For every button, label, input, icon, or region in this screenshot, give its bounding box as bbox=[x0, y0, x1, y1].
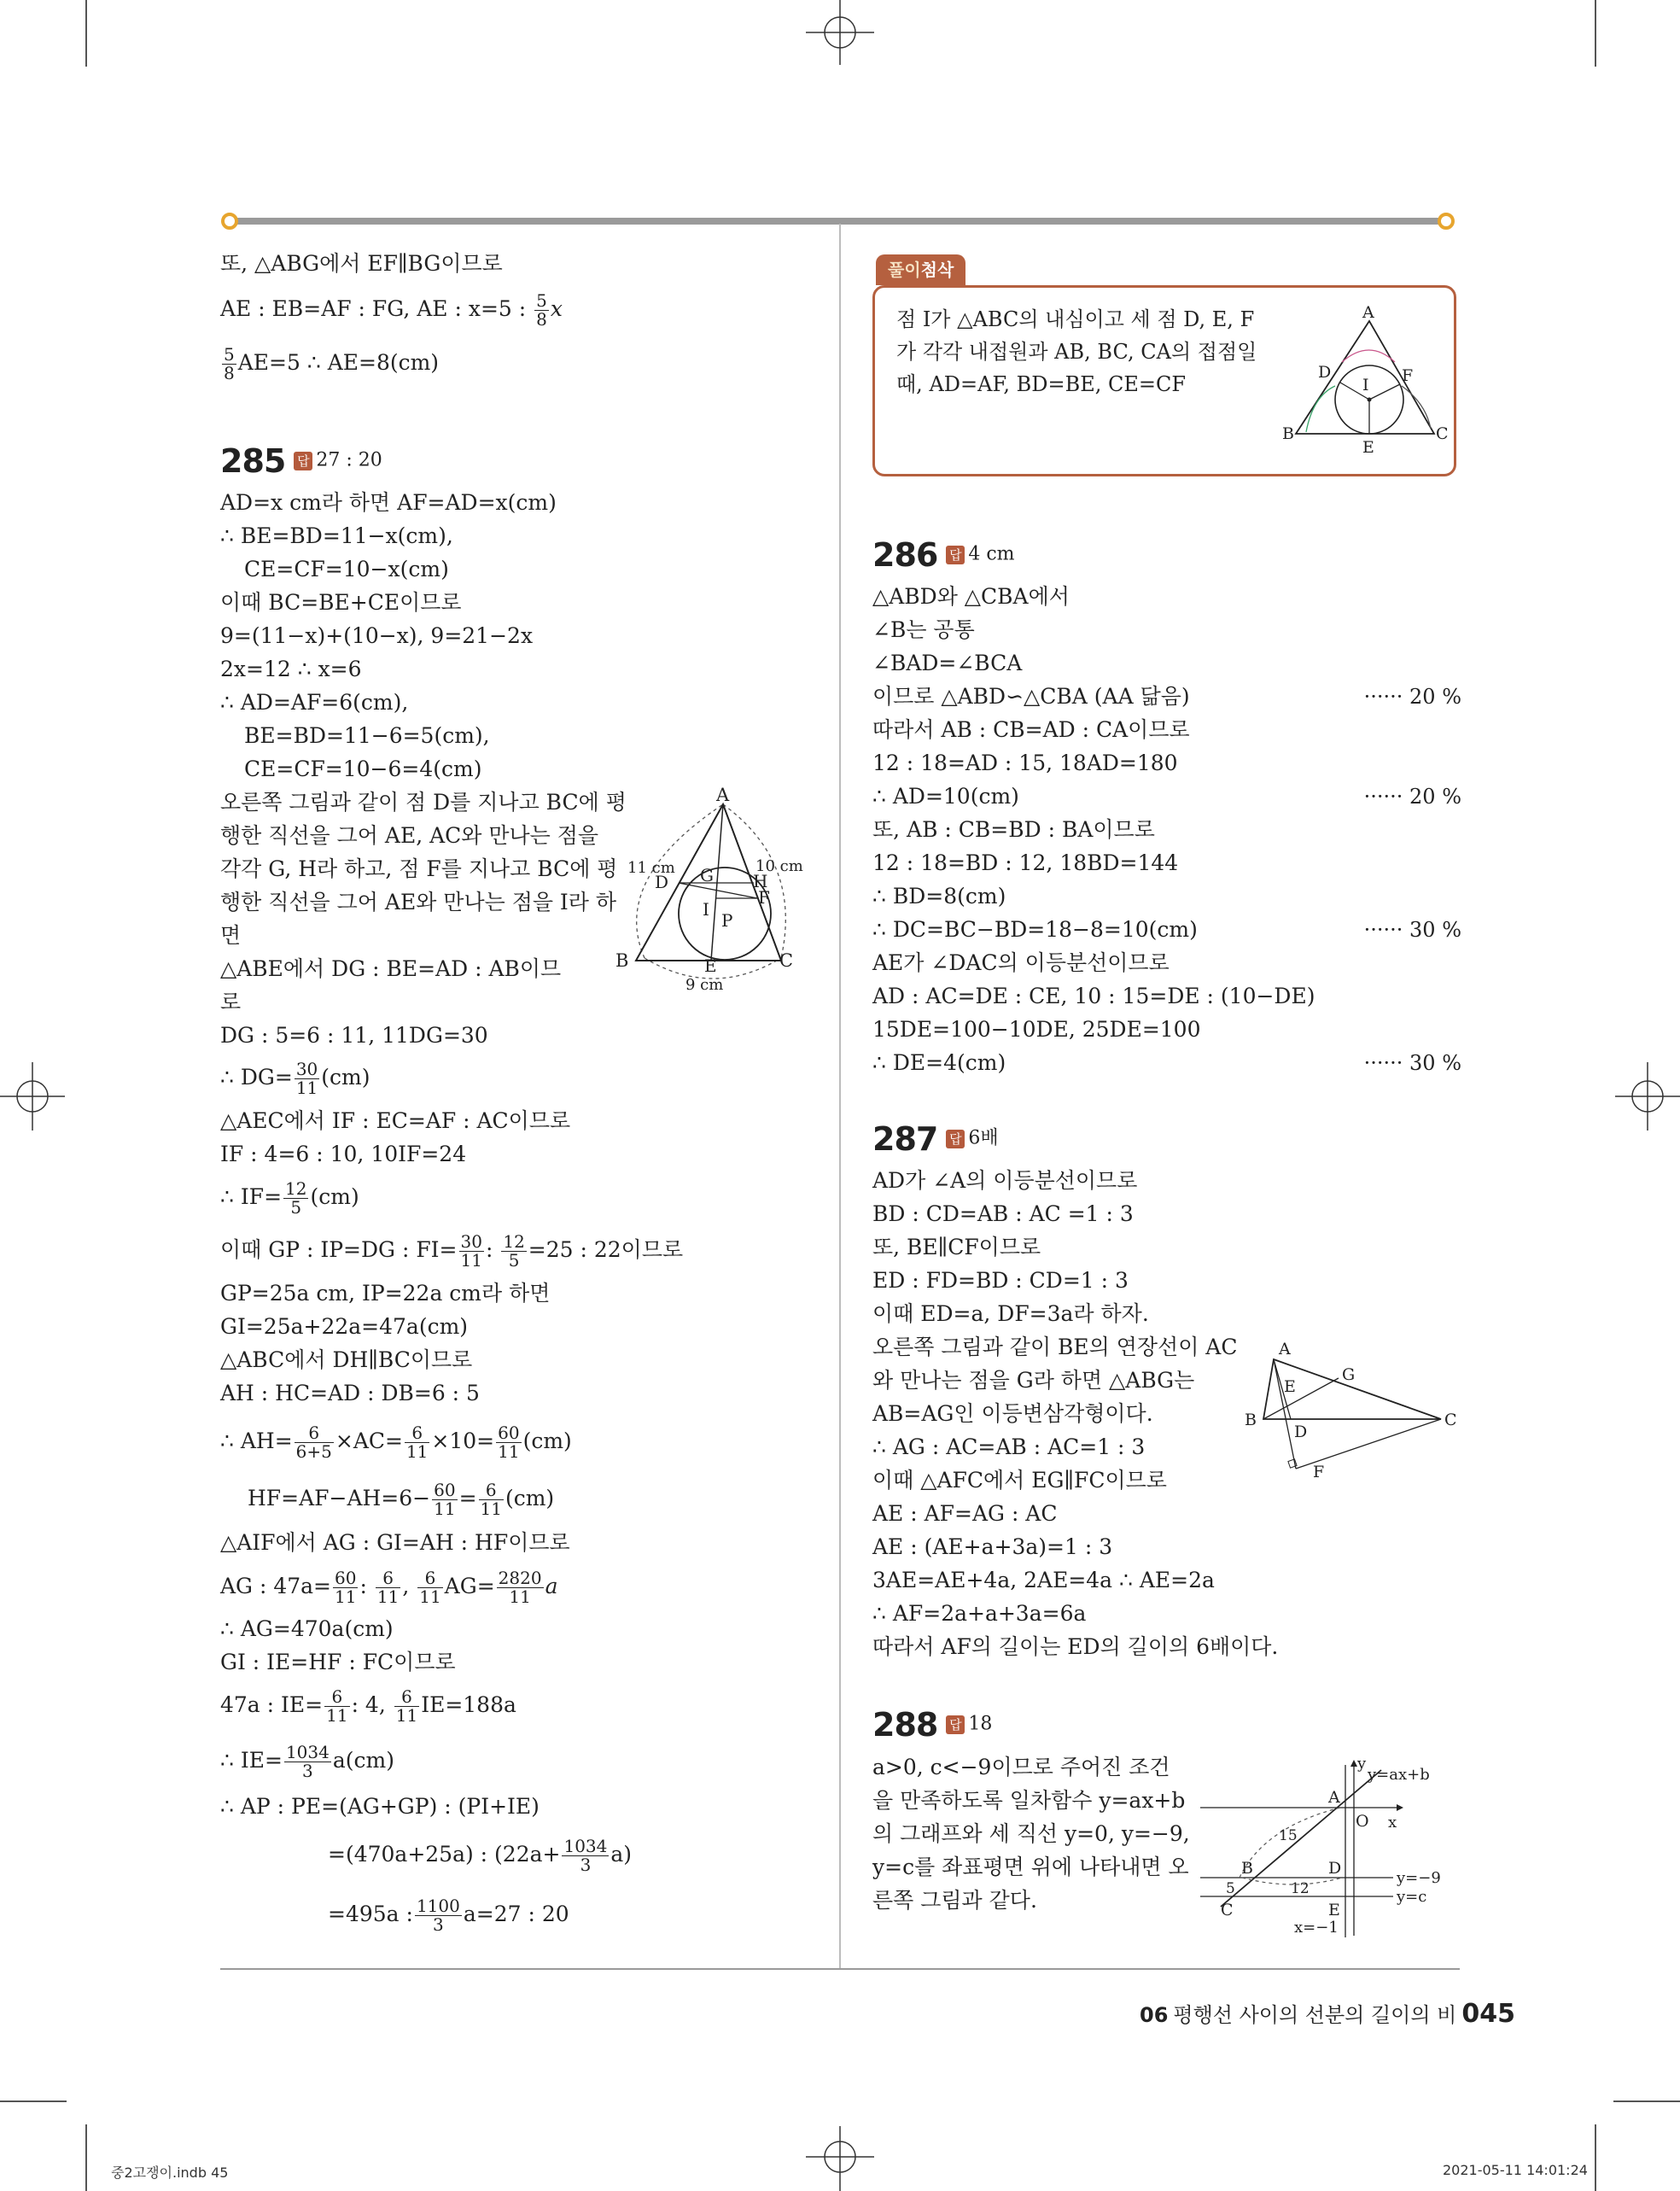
svg-text:5: 5 bbox=[1226, 1880, 1235, 1897]
text-line: BD : CD=AB : AC =1 : 3 bbox=[872, 1201, 1134, 1226]
svg-text:A: A bbox=[716, 786, 730, 805]
svg-text:A: A bbox=[1362, 303, 1374, 322]
text-line: 이때 BC=BE+CE이므로 bbox=[220, 590, 462, 615]
text-line: 오른쪽 그림과 같이 BE의 연장선이 AC bbox=[872, 1335, 1238, 1359]
answer-badge: 답 bbox=[946, 1130, 965, 1148]
text-line: △ABC에서 DH∥BC이므로 bbox=[220, 1347, 473, 1372]
svg-text:B: B bbox=[615, 950, 629, 971]
text-line: GI=25a+22a=47a(cm) bbox=[220, 1314, 469, 1339]
crop-mark bbox=[1595, 0, 1596, 67]
fraction: $\frac{1034}{3}$ bbox=[563, 1836, 608, 1875]
svg-text:I: I bbox=[1362, 376, 1369, 394]
text-line: y=c를 좌표평면 위에 나타내면 오 bbox=[872, 1855, 1189, 1879]
problem-number: 286 bbox=[872, 535, 938, 574]
text-line: =(470a+25a) : (22a+ $\frac{1034}{3}$ a) bbox=[328, 1836, 633, 1875]
fraction: $\frac{60}{11}$ bbox=[335, 1568, 357, 1607]
answer-badge: 답 bbox=[946, 1715, 965, 1734]
svg-text:A: A bbox=[1328, 1788, 1340, 1807]
text-line: 12 : 18=AD : 15, 18AD=180 bbox=[872, 751, 1178, 775]
problem-288-header bbox=[872, 1702, 992, 1746]
svg-text:C: C bbox=[1444, 1411, 1457, 1429]
svg-text:15: 15 bbox=[1279, 1827, 1298, 1844]
fraction: $\frac{30}{11}$ bbox=[295, 1059, 318, 1098]
text-line: 각각 G, H라 하고, 점 F를 지나고 BC에 평 bbox=[220, 856, 618, 881]
registration-mark bbox=[806, 2123, 874, 2191]
text-line: 15DE=100−10DE, 25DE=100 bbox=[872, 1017, 1201, 1042]
text-line: 와 만나는 점을 G라 하면 △ABG는 bbox=[872, 1368, 1195, 1393]
text-line: 의 그래프와 세 직선 y=0, y=−9, bbox=[872, 1821, 1190, 1846]
text-line: 3AE=AE+4a, 2AE=4a ∴ AE=2a bbox=[872, 1568, 1215, 1592]
text-line: AB=AG인 이등변삼각형이다. bbox=[872, 1401, 1153, 1426]
svg-text:C: C bbox=[779, 950, 794, 971]
score-percent: ······ 20 % bbox=[1363, 785, 1461, 809]
text-line: ∴ AH= $\frac{6}{6+5}$ ×AC= $\frac{6}{11}$ ×10= $\frac{60}{11}$ (cm) bbox=[220, 1423, 572, 1462]
crop-mark bbox=[85, 2124, 87, 2191]
text-line: a>0, c<−9이므로 주어진 조건 bbox=[872, 1755, 1170, 1779]
top-rule bbox=[220, 212, 1455, 231]
text-line: DG : 5=6 : 11, 11DG=30 bbox=[220, 1023, 488, 1048]
svg-text:D: D bbox=[655, 872, 669, 892]
text-line: 로 bbox=[220, 990, 242, 1014]
text-line: AG : 47a= $\frac{60}{11}$ : $\frac{6}{11}$ , $\frac{6}{11}$ AG= $\frac{2820}{11}$ a bbox=[220, 1568, 558, 1607]
text-line: 행한 직선을 그어 AE, AC와 만나는 점을 bbox=[220, 823, 599, 848]
svg-text:D: D bbox=[1328, 1859, 1342, 1878]
text-line: 이므로 △ABD∽△CBA (AA 닮음) bbox=[872, 684, 1190, 709]
fraction: $\frac{6}{11}$ bbox=[395, 1686, 418, 1726]
text-line: AE : (AE+a+3a)=1 : 3 bbox=[872, 1534, 1113, 1559]
text-line: AD가 ∠A의 이등분선이므로 bbox=[872, 1168, 1138, 1193]
note-line: 가 각각 내접원과 AB, BC, CA의 접점일 bbox=[896, 340, 1257, 364]
svg-text:B: B bbox=[1245, 1411, 1257, 1429]
svg-text:F: F bbox=[1402, 366, 1414, 385]
fraction: $\frac{1034}{3}$ bbox=[285, 1742, 330, 1781]
text-line: 12 : 18=BD : 12, 18BD=144 bbox=[872, 850, 1179, 875]
svg-text:y=−9: y=−9 bbox=[1397, 1869, 1441, 1887]
crop-mark bbox=[1613, 2100, 1680, 2102]
figure-288-graph bbox=[1195, 1755, 1460, 1947]
fraction: $\frac{6}{6+5}$ bbox=[295, 1423, 332, 1462]
text-line: CE=CF=10−6=4(cm) bbox=[244, 757, 482, 781]
svg-text:y=c: y=c bbox=[1397, 1888, 1427, 1906]
registration-mark bbox=[806, 0, 874, 68]
svg-text:12: 12 bbox=[1291, 1880, 1310, 1897]
text-line: ∴ DE=4(cm) bbox=[872, 1050, 1006, 1075]
note-figure-incircle bbox=[1280, 301, 1451, 463]
text-line: $\frac{5}{8}$ AE=5 ∴ AE=8(cm) bbox=[224, 344, 440, 383]
figure-287-triangle bbox=[1238, 1341, 1464, 1486]
svg-text:A: A bbox=[1279, 1341, 1291, 1358]
registration-mark bbox=[0, 1062, 68, 1131]
problem-287-header bbox=[872, 1116, 999, 1160]
answer-value: 6배 bbox=[968, 1127, 999, 1149]
svg-text:11 cm: 11 cm bbox=[627, 859, 675, 877]
note-tab: 풀이첨삭 bbox=[876, 254, 965, 285]
text-line: ∴ AG : AC=AB : AC=1 : 3 bbox=[872, 1434, 1146, 1459]
fraction: $\frac{6}{11}$ bbox=[326, 1686, 348, 1726]
svg-text:C: C bbox=[1436, 424, 1449, 443]
footer-chapter: 06 평행선 사이의 선분의 길이의 비 045 bbox=[1140, 1999, 1515, 2029]
text-line: 또, AB : CB=BD : BA이므로 bbox=[872, 817, 1155, 842]
text-line: ∴ IF= $\frac{12}{5}$ (cm) bbox=[220, 1178, 359, 1218]
text-line: 오른쪽 그림과 같이 점 D를 지나고 BC에 평 bbox=[220, 790, 627, 815]
text-line: △ABE에서 DG : BE=AD : AB이므 bbox=[220, 956, 562, 981]
svg-text:H: H bbox=[753, 871, 768, 891]
note-line: 점 I가 △ABC의 내심이고 세 점 D, E, F bbox=[896, 307, 1255, 331]
text-line: 9=(11−x)+(10−x), 9=21−2x bbox=[220, 623, 534, 648]
fraction: $\frac{6}{11}$ bbox=[405, 1423, 429, 1462]
text-line: GI : IE=HF : FC이므로 bbox=[220, 1650, 456, 1674]
text-line: ∴ BD=8(cm) bbox=[872, 884, 1006, 909]
text-line: ∴ IE= $\frac{1034}{3}$ a(cm) bbox=[220, 1742, 394, 1781]
text-line: ∴ BE=BD=11−x(cm), bbox=[220, 523, 453, 548]
svg-text:E: E bbox=[1284, 1377, 1296, 1396]
text-line: ∴ AF=2a+a+3a=6a bbox=[872, 1601, 1087, 1626]
svg-text:F: F bbox=[1313, 1463, 1325, 1481]
svg-text:E: E bbox=[1362, 438, 1374, 457]
svg-text:F: F bbox=[758, 887, 770, 908]
text-line: 또, △ABG에서 EF∥BG이므로 bbox=[220, 251, 503, 276]
fraction: $\frac{2820}{11}$ bbox=[498, 1568, 542, 1607]
answer-badge: 답 bbox=[294, 452, 312, 470]
bottom-rule bbox=[220, 1968, 1460, 1970]
text-line: ∴ AD=10(cm) bbox=[872, 784, 1019, 809]
svg-text:10 cm: 10 cm bbox=[755, 857, 803, 875]
text-line: BE=BD=11−6=5(cm), bbox=[244, 723, 490, 748]
svg-text:y=ax+b: y=ax+b bbox=[1368, 1766, 1430, 1784]
fraction: $\frac{5}{8}$ bbox=[224, 344, 235, 383]
text-line: CE=CF=10−x(cm) bbox=[244, 557, 449, 581]
text-line: 또, BE∥CF이므로 bbox=[872, 1235, 1041, 1259]
text-line: AD=x cm라 하면 AF=AD=x(cm) bbox=[220, 490, 557, 515]
crop-mark bbox=[85, 0, 87, 67]
text-line: ∴ AP : PE=(AG+GP) : (PI+IE) bbox=[220, 1794, 540, 1819]
text-line: 면 bbox=[220, 923, 242, 948]
svg-text:E: E bbox=[704, 955, 717, 976]
problem-number: 287 bbox=[872, 1119, 938, 1158]
svg-text:D: D bbox=[1294, 1423, 1308, 1441]
svg-text:C: C bbox=[1221, 1901, 1234, 1919]
text-line: △AEC에서 IF : EC=AF : AC이므로 bbox=[220, 1108, 571, 1133]
print-slug-file: 중2고쟁이.indb 45 bbox=[111, 2165, 229, 2181]
figure-285-triangle bbox=[610, 786, 815, 999]
fraction: $\frac{1100}{3}$ bbox=[416, 1896, 460, 1935]
fraction: $\frac{12}{5}$ bbox=[285, 1178, 307, 1218]
note-line: 때, AD=AF, BD=BE, CE=CF bbox=[896, 372, 1187, 396]
score-percent: ······ 20 % bbox=[1363, 685, 1461, 709]
text-line: AH : HC=AD : DB=6 : 5 bbox=[220, 1381, 480, 1405]
text-line: 이때 △AFC에서 EG∥FC이므로 bbox=[872, 1468, 1167, 1493]
registration-mark bbox=[1612, 1062, 1680, 1131]
text-line: ∴ DG= $\frac{30}{11}$ (cm) bbox=[220, 1059, 370, 1098]
text-line: △ABD와 △CBA에서 bbox=[872, 584, 1070, 609]
answer-value: 27 : 20 bbox=[316, 449, 382, 471]
text-line: AE가 ∠DAC의 이등분선이므로 bbox=[872, 950, 1170, 975]
svg-text:9 cm: 9 cm bbox=[685, 976, 724, 994]
svg-text:B: B bbox=[1241, 1859, 1253, 1878]
fraction: $\frac{30}{11}$ bbox=[460, 1231, 482, 1271]
text-line: 행한 직선을 그어 AE와 만나는 점을 I라 하 bbox=[220, 890, 617, 914]
text-line: 따라서 AF의 길이는 ED의 길이의 6배이다. bbox=[872, 1634, 1279, 1659]
text-line: △AIF에서 AG : GI=AH : HF이므로 bbox=[220, 1530, 570, 1555]
fraction: $\frac{6}{11}$ bbox=[419, 1568, 441, 1607]
text-line: AD : AC=DE : CE, 10 : 15=DE : (10−DE) bbox=[872, 984, 1315, 1008]
text-line: ED : FD=BD : CD=1 : 3 bbox=[872, 1268, 1129, 1293]
fraction: $\frac{6}{11}$ bbox=[376, 1568, 400, 1607]
text-line: GP=25a cm, IP=22a cm라 하면 bbox=[220, 1281, 551, 1306]
problem-285-header bbox=[220, 438, 382, 482]
text-line: 이때 ED=a, DF=3a라 하자. bbox=[872, 1301, 1149, 1326]
text-line: IF : 4=6 : 10, 10IF=24 bbox=[220, 1142, 467, 1166]
print-slug-date: 2021-05-11 14:01:24 bbox=[1443, 2162, 1588, 2178]
crop-mark bbox=[0, 2100, 67, 2102]
answer-value: 4 cm bbox=[968, 543, 1015, 565]
svg-text:P: P bbox=[721, 910, 733, 931]
svg-text:x: x bbox=[1388, 1814, 1397, 1832]
text-line: ∠B는 공통 bbox=[872, 617, 975, 642]
text-line: 따라서 AB : CB=AD : CA이므로 bbox=[872, 717, 1190, 742]
svg-text:O: O bbox=[1356, 1812, 1369, 1831]
svg-text:G: G bbox=[1342, 1365, 1356, 1384]
fraction: $\frac{12}{5}$ bbox=[503, 1231, 525, 1271]
svg-text:D: D bbox=[1318, 363, 1332, 382]
svg-text:I: I bbox=[703, 899, 709, 920]
text-line: 른쪽 그림과 같다. bbox=[872, 1888, 1037, 1913]
text-line: =495a : $\frac{1100}{3}$ a=27 : 20 bbox=[328, 1896, 569, 1935]
problem-number: 288 bbox=[872, 1705, 938, 1744]
text-line: ∠BAD=∠BCA bbox=[872, 651, 1023, 675]
text-line: ∴ DC=BC−BD=18−8=10(cm) bbox=[872, 917, 1198, 942]
answer-value: 18 bbox=[968, 1713, 993, 1735]
page-number: 045 bbox=[1461, 1999, 1515, 2029]
fraction: $\frac{5}{8}$ bbox=[536, 290, 547, 330]
fraction: $\frac{6}{11}$ bbox=[480, 1480, 502, 1519]
svg-text:y: y bbox=[1357, 1755, 1367, 1773]
svg-text:E: E bbox=[1328, 1901, 1340, 1919]
text-line: AE : EB=AF : FG, AE : x=5 : $\frac{5}{8}$ x bbox=[220, 290, 563, 330]
column-divider bbox=[839, 224, 841, 1970]
text-line: ∴ AG=470a(cm) bbox=[220, 1616, 394, 1641]
text-line: 이때 GP : IP=DG : FI= $\frac{30}{11}$ : $\frac{12}{5}$ =25 : 22이므로 bbox=[220, 1231, 684, 1271]
problem-286-header bbox=[872, 532, 1015, 576]
fraction: $\frac{60}{11}$ bbox=[434, 1480, 456, 1519]
fraction: $\frac{60}{11}$ bbox=[498, 1423, 520, 1462]
svg-text:G: G bbox=[700, 865, 714, 885]
text-line: 47a : IE= $\frac{6}{11}$ : 4, $\frac{6}{11}$ IE=188a bbox=[220, 1686, 516, 1726]
problem-number: 285 bbox=[220, 441, 286, 480]
answer-badge: 답 bbox=[946, 546, 965, 564]
score-percent: ······ 30 % bbox=[1363, 918, 1461, 942]
text-line: HF=AF−AH=6− $\frac{60}{11}$ = $\frac{6}{11}$ (cm) bbox=[248, 1480, 555, 1519]
svg-text:B: B bbox=[1282, 424, 1294, 443]
text-line: AE : AF=AG : AC bbox=[872, 1501, 1058, 1526]
score-percent: ······ 30 % bbox=[1363, 1051, 1461, 1075]
svg-text:x=−1: x=−1 bbox=[1294, 1919, 1339, 1937]
text-line: 2x=12 ∴ x=6 bbox=[220, 657, 362, 681]
text-line: 을 만족하도록 일차함수 y=ax+b bbox=[872, 1788, 1186, 1813]
text-line: ∴ AD=AF=6(cm), bbox=[220, 690, 409, 715]
crop-mark bbox=[1595, 2124, 1596, 2191]
